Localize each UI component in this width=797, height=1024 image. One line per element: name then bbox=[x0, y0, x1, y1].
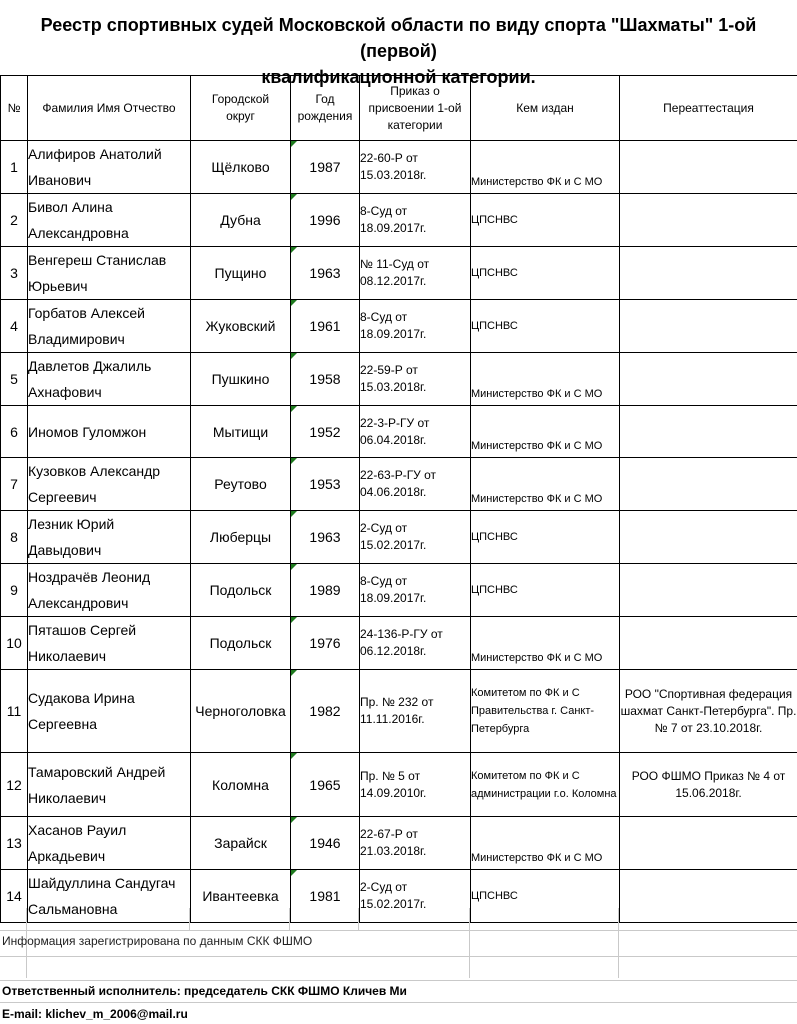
city-district: Зарайск bbox=[191, 817, 291, 870]
cell-comment-marker bbox=[291, 870, 297, 876]
cell-comment-marker bbox=[291, 617, 297, 623]
birth-year bbox=[291, 300, 360, 353]
issuing-authority: Министерство ФК и С МО bbox=[471, 458, 620, 511]
judge-full-name: Ноздрачёв Леонид Александрович bbox=[28, 564, 191, 617]
header-name: Фамилия Имя Отчество bbox=[28, 76, 191, 141]
issuing-authority: ЦПСНВС bbox=[471, 511, 620, 564]
birth-year-value: 1981 bbox=[309, 888, 341, 904]
city-district: Дубна bbox=[191, 194, 291, 247]
table-row bbox=[1, 353, 797, 406]
row-number: 7 bbox=[1, 458, 28, 511]
row-number: 10 bbox=[1, 617, 28, 670]
city-district: Коломна bbox=[191, 753, 291, 817]
table-row bbox=[1, 617, 797, 670]
row-number: 13 bbox=[1, 817, 28, 870]
row-number: 4 bbox=[1, 300, 28, 353]
header-row bbox=[1, 76, 797, 141]
issuing-authority: Комитетом по ФК и С администрации г.о. Коломна bbox=[471, 753, 620, 817]
birth-year bbox=[291, 141, 360, 194]
recertification bbox=[620, 817, 797, 870]
judge-full-name: Венгереш Станислав Юрьевич bbox=[28, 247, 191, 300]
birth-year-value: 1987 bbox=[309, 159, 341, 175]
recertification bbox=[620, 141, 797, 194]
issuing-authority: ЦПСНВС bbox=[471, 300, 620, 353]
judge-full-name: Бивол Алина Александровна bbox=[28, 194, 191, 247]
responsible-person: Ответственный исполнитель: председатель СКК ФШМО Кличев Ми bbox=[2, 984, 407, 998]
birth-year bbox=[291, 617, 360, 670]
referee-registry-table bbox=[0, 75, 797, 923]
judge-full-name: Тамаровский Андрей Николаевич bbox=[28, 753, 191, 817]
birth-year bbox=[291, 194, 360, 247]
birth-year-value: 1989 bbox=[309, 582, 341, 598]
issuing-authority: ЦПСНВС bbox=[471, 564, 620, 617]
birth-year-value: 1958 bbox=[309, 371, 341, 387]
judge-full-name: Иномов Гуломжон bbox=[28, 406, 191, 458]
row-number: 2 bbox=[1, 194, 28, 247]
issuing-authority: Министерство ФК и С МО bbox=[471, 353, 620, 406]
issuing-authority: Министерство ФК и С МО bbox=[471, 617, 620, 670]
assignment-order: 8-Суд от 18.09.2017г. bbox=[360, 300, 471, 353]
row-number: 8 bbox=[1, 511, 28, 564]
birth-year-value: 1961 bbox=[309, 318, 341, 334]
issuing-authority: Министерство ФК и С МО bbox=[471, 406, 620, 458]
birth-year-value: 1963 bbox=[309, 265, 341, 281]
city-district: Жуковский bbox=[191, 300, 291, 353]
assignment-order: 2-Суд от 15.02.2017г. bbox=[360, 511, 471, 564]
birth-year bbox=[291, 753, 360, 817]
cell-comment-marker bbox=[291, 564, 297, 570]
judge-full-name: Хасанов Рауил Аркадьевич bbox=[28, 817, 191, 870]
document-title bbox=[0, 0, 797, 87]
birth-year bbox=[291, 564, 360, 617]
assignment-order: 8-Суд от 18.09.2017г. bbox=[360, 194, 471, 247]
birth-year bbox=[291, 353, 360, 406]
birth-year bbox=[291, 247, 360, 300]
issuing-authority: Министерство ФК и С МО bbox=[471, 817, 620, 870]
recertification bbox=[620, 564, 797, 617]
cell-comment-marker bbox=[291, 511, 297, 517]
recertification bbox=[620, 300, 797, 353]
row-number: 5 bbox=[1, 353, 28, 406]
recertification bbox=[620, 406, 797, 458]
cell-comment-marker bbox=[291, 406, 297, 412]
city-district: Мытищи bbox=[191, 406, 291, 458]
table-row bbox=[1, 300, 797, 353]
birth-year-value: 1982 bbox=[309, 703, 341, 719]
cell-comment-marker bbox=[291, 141, 297, 147]
city-district: Черноголовка bbox=[191, 670, 291, 753]
birth-year-value: 1996 bbox=[309, 212, 341, 228]
row-number: 6 bbox=[1, 406, 28, 458]
cell-comment-marker bbox=[291, 353, 297, 359]
table-row bbox=[1, 511, 797, 564]
cell-comment-marker bbox=[291, 458, 297, 464]
assignment-order: № 11-Суд от 08.12.2017г. bbox=[360, 247, 471, 300]
birth-year bbox=[291, 458, 360, 511]
table-row bbox=[1, 141, 797, 194]
city-district: Пушкино bbox=[191, 353, 291, 406]
city-district: Реутово bbox=[191, 458, 291, 511]
header-num: № bbox=[1, 76, 28, 141]
birth-year-value: 1963 bbox=[309, 529, 341, 545]
row-number: 11 bbox=[1, 670, 28, 753]
issuing-authority: ЦПСНВС bbox=[471, 194, 620, 247]
cell-comment-marker bbox=[291, 194, 297, 200]
city-district: Люберцы bbox=[191, 511, 291, 564]
birth-year-value: 1953 bbox=[309, 476, 341, 492]
table-row bbox=[1, 817, 797, 870]
cell-comment-marker bbox=[291, 670, 297, 676]
row-number: 1 bbox=[1, 141, 28, 194]
cell-comment-marker bbox=[291, 300, 297, 306]
birth-year-value: 1946 bbox=[309, 835, 341, 851]
judge-full-name: Лезник Юрий Давыдович bbox=[28, 511, 191, 564]
birth-year bbox=[291, 406, 360, 458]
row-number: 14 bbox=[1, 870, 28, 923]
city-district: Ивантеевка bbox=[191, 870, 291, 923]
table-row bbox=[1, 194, 797, 247]
table-row bbox=[1, 753, 797, 817]
birth-year bbox=[291, 817, 360, 870]
city-district: Подольск bbox=[191, 564, 291, 617]
recertification: РОО "Спортивная федерация шахмат Санкт-Петербурга". Пр. № 7 от 23.10.2018г. bbox=[620, 670, 797, 753]
recertification bbox=[620, 458, 797, 511]
table-row bbox=[1, 458, 797, 511]
assignment-order: 22-67-Р от 21.03.2018г. bbox=[360, 817, 471, 870]
header-city: Городской округ bbox=[191, 76, 291, 141]
assignment-order: 22-59-Р от 15.03.2018г. bbox=[360, 353, 471, 406]
assignment-order: 24-136-Р-ГУ от 06.12.2018г. bbox=[360, 617, 471, 670]
assignment-order: 22-3-Р-ГУ от 06.04.2018г. bbox=[360, 406, 471, 458]
assignment-order: Пр. № 232 от 11.11.2016г. bbox=[360, 670, 471, 753]
city-district: Подольск bbox=[191, 617, 291, 670]
row-number: 3 bbox=[1, 247, 28, 300]
birth-year-value: 1965 bbox=[309, 776, 341, 793]
judge-full-name: Алифиров Анатолий Иванович bbox=[28, 141, 191, 194]
table-row bbox=[1, 247, 797, 300]
judge-full-name: Шайдуллина Сандугач Сальмановна bbox=[28, 870, 191, 923]
issuing-authority: ЦПСНВС bbox=[471, 870, 620, 923]
contact-email: E-mail: klichev_m_2006@mail.ru bbox=[2, 1007, 188, 1021]
birth-year-value: 1976 bbox=[309, 635, 341, 651]
table-row bbox=[1, 670, 797, 753]
header-order: Приказ о присвоении 1-ой категории bbox=[360, 76, 471, 141]
title-line-1: Реестр спортивных судей Московской области по виду спорта "Шахматы" 1-ой (первой) bbox=[40, 15, 757, 61]
assignment-order: 2-Суд от 15.02.2017г. bbox=[360, 870, 471, 923]
assignment-order: 8-Суд от 18.09.2017г. bbox=[360, 564, 471, 617]
issuing-authority: Комитетом по ФК и С Правительства г. Санкт-Петербурга bbox=[471, 670, 620, 753]
row-number: 9 bbox=[1, 564, 28, 617]
table-row bbox=[1, 406, 797, 458]
recertification: РОО ФШМО Приказ № 4 от 15.06.2018г. bbox=[620, 753, 797, 817]
birth-year bbox=[291, 511, 360, 564]
row-number: 12 bbox=[1, 753, 28, 817]
assignment-order: 22-63-Р-ГУ от 04.06.2018г. bbox=[360, 458, 471, 511]
judge-full-name: Кузовков Александр Сергеевич bbox=[28, 458, 191, 511]
recertification bbox=[620, 617, 797, 670]
judge-full-name: Горбатов Алексей Владимирович bbox=[28, 300, 191, 353]
recertification bbox=[620, 194, 797, 247]
table-row bbox=[1, 564, 797, 617]
judge-full-name: Пяташов Сергей Николаевич bbox=[28, 617, 191, 670]
recertification bbox=[620, 353, 797, 406]
judge-full-name: Судакова Ирина Сергеевна bbox=[28, 670, 191, 753]
assignment-order: 22-60-Р от 15.03.2018г. bbox=[360, 141, 471, 194]
title-line-2: квалификационной категории. bbox=[261, 67, 536, 87]
registration-note: Информация зарегистрирована по данным СКК ФШМО bbox=[2, 934, 313, 948]
city-district: Пущино bbox=[191, 247, 291, 300]
birth-year-value: 1952 bbox=[309, 423, 341, 440]
city-district: Щёлково bbox=[191, 141, 291, 194]
recertification bbox=[620, 247, 797, 300]
cell-comment-marker bbox=[291, 753, 297, 759]
issuing-authority: ЦПСНВС bbox=[471, 247, 620, 300]
header-recert: Переаттестация bbox=[620, 76, 797, 141]
header-issuer: Кем издан bbox=[471, 76, 620, 141]
cell-comment-marker bbox=[291, 817, 297, 823]
cell-comment-marker bbox=[291, 247, 297, 253]
birth-year bbox=[291, 670, 360, 753]
judge-full-name: Давлетов Джалиль Ахнафович bbox=[28, 353, 191, 406]
recertification bbox=[620, 511, 797, 564]
issuing-authority: Министерство ФК и С МО bbox=[471, 141, 620, 194]
assignment-order: Пр. № 5 от 14.09.2010г. bbox=[360, 753, 471, 817]
header-year: Год рождения bbox=[291, 76, 360, 141]
